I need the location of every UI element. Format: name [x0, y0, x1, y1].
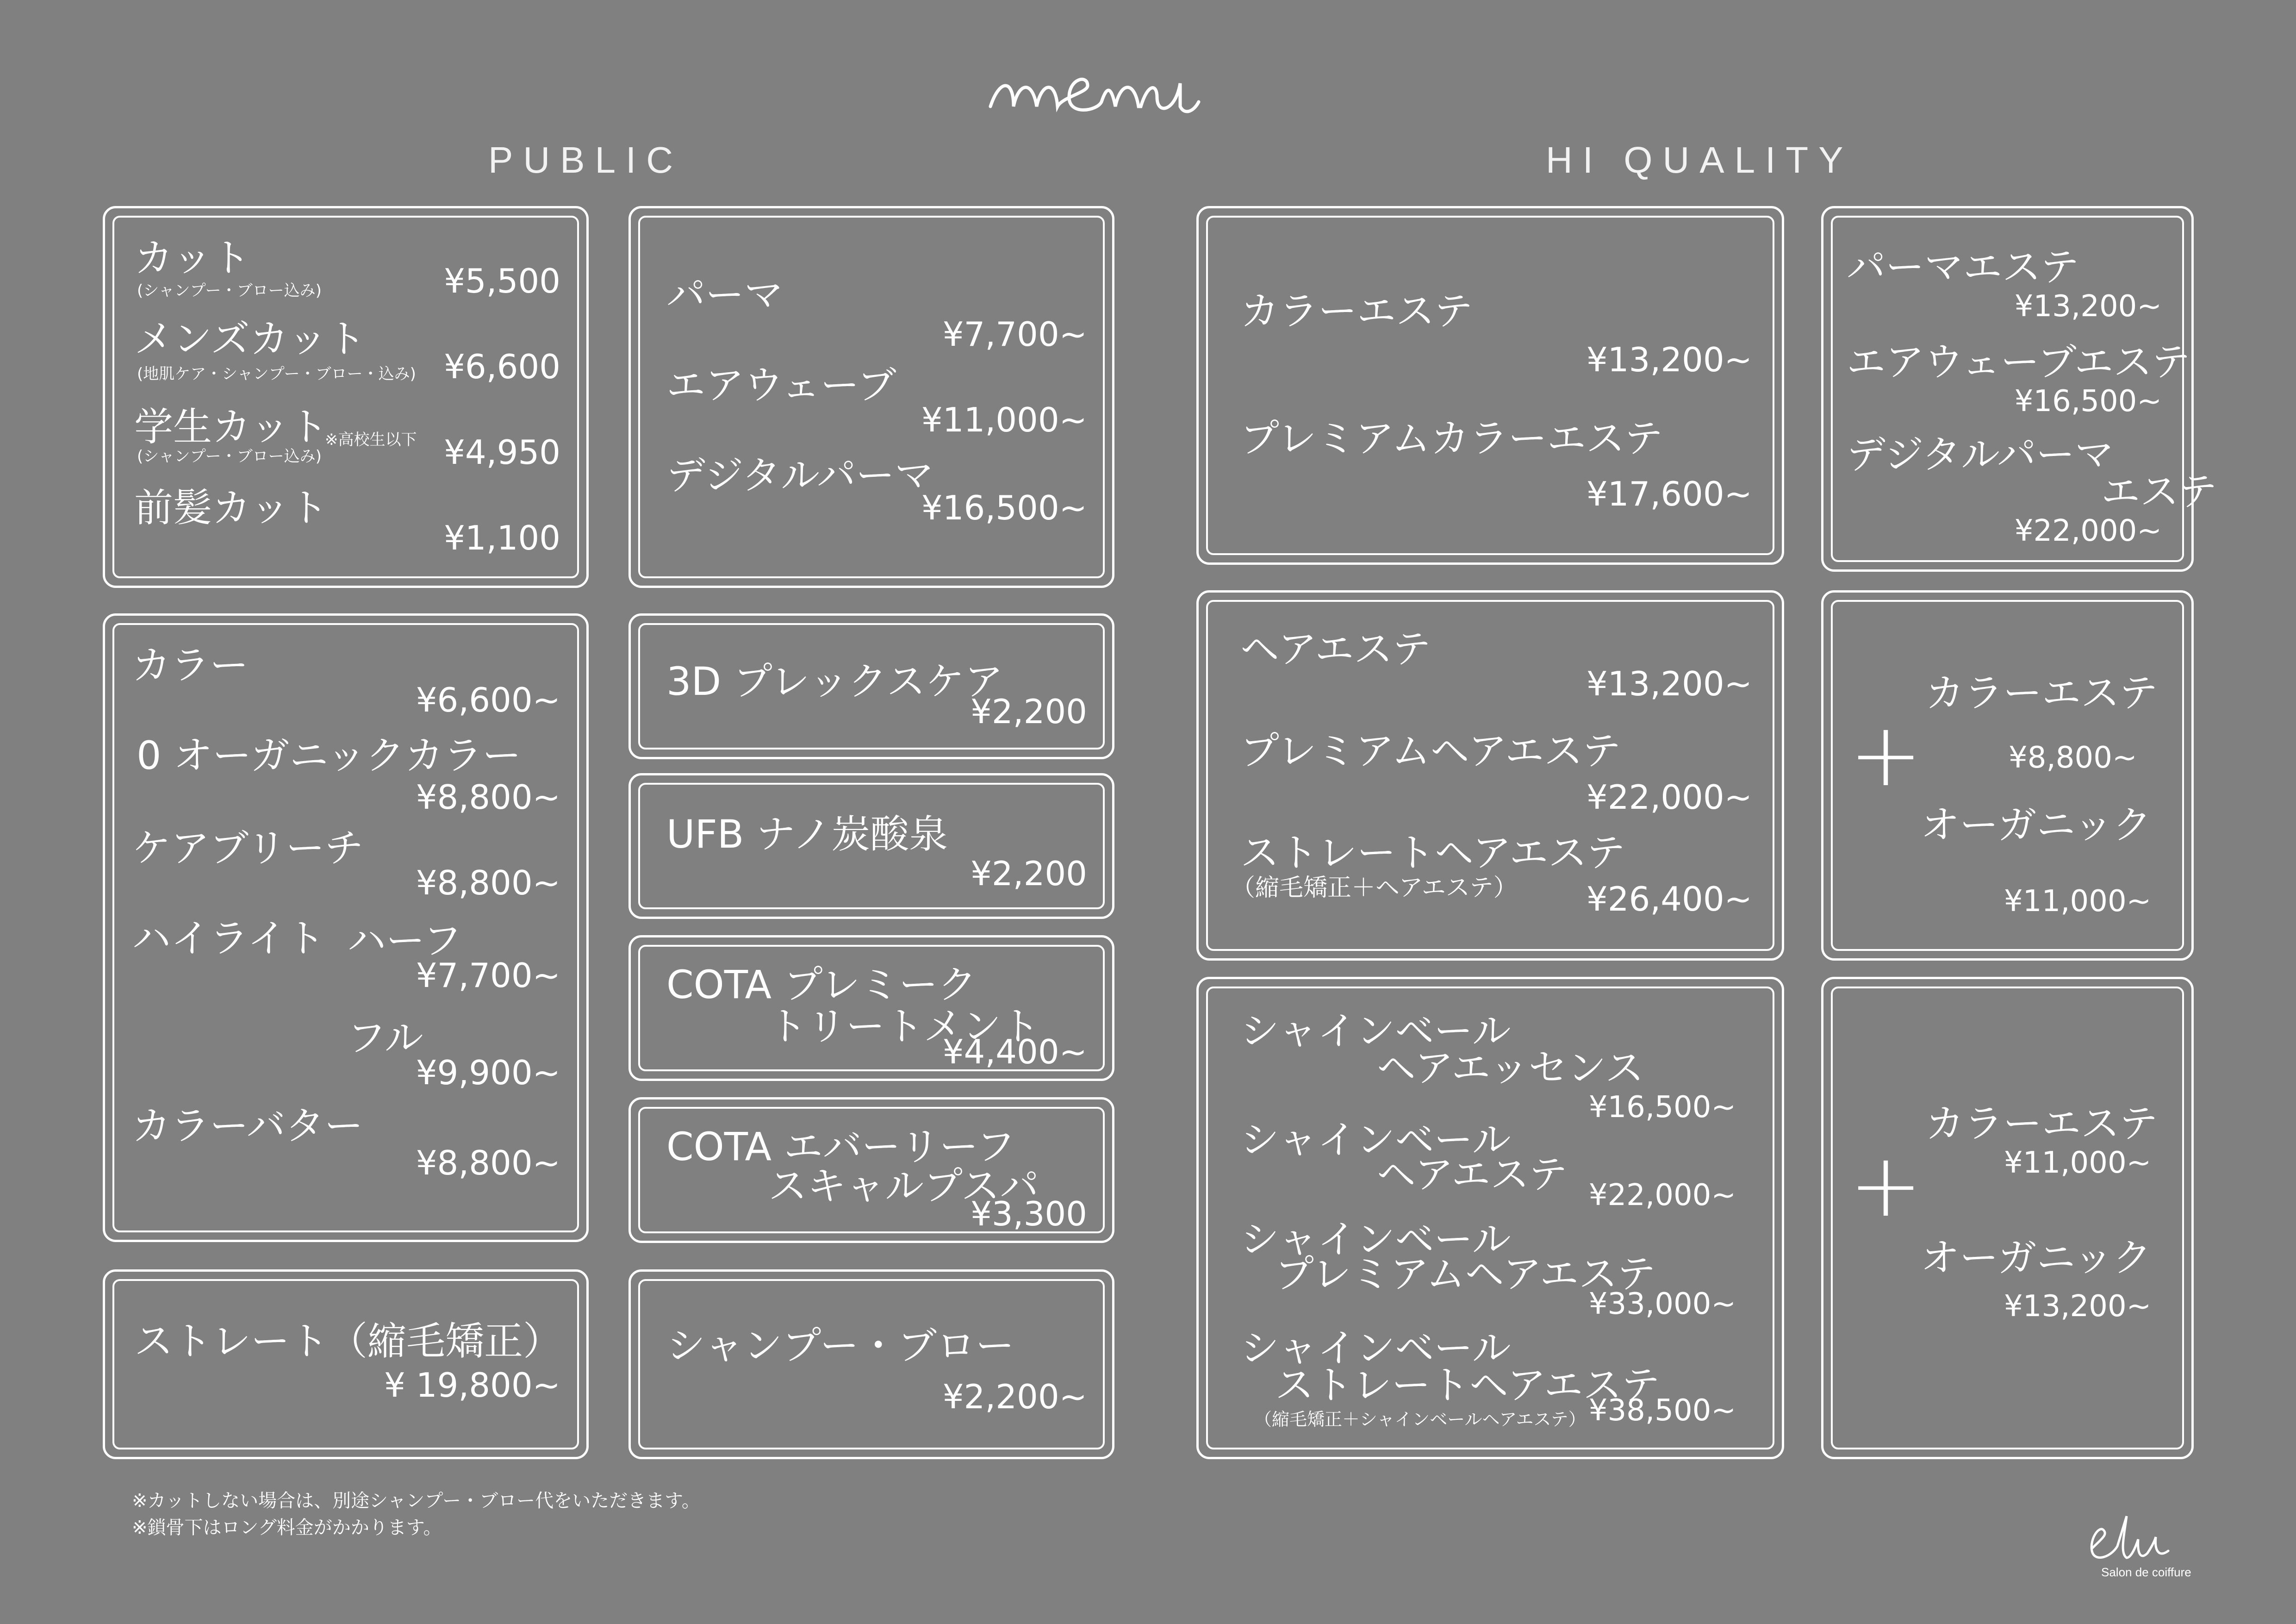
- perm-este-name: パーマエステ: [1847, 244, 2079, 290]
- airwave-este-name: エアウェーブエステ: [1847, 339, 2190, 385]
- student-cut-name: 学生カット: [134, 404, 329, 450]
- highlight-full-name: フル: [347, 1015, 423, 1061]
- perm-name: パーマ: [666, 272, 784, 318]
- addon-2-line1: カラーエステ: [1925, 1101, 2158, 1146]
- addon-2-line2: オーガニック: [1921, 1235, 2152, 1280]
- highlight-half-price: ¥7,700~: [416, 956, 560, 995]
- premium-color-este-name: プレミアムカラーエステ: [1240, 416, 1663, 461]
- plus-icon: +: [1849, 1134, 1923, 1237]
- cut-sub: (シャンプー・ブロー込み): [137, 281, 322, 300]
- shine-4-line1: シャインベール: [1240, 1325, 1511, 1371]
- premium-hair-este-name: プレミアムヘアエステ: [1240, 728, 1621, 774]
- perm-price: ¥7,700~: [942, 315, 1087, 354]
- bangs-cut-price: ¥1,100: [444, 518, 560, 557]
- mens-cut-name: メンズカット: [134, 316, 366, 362]
- shine-3-line1: シャインベール: [1240, 1217, 1511, 1262]
- shine-3-price: ¥33,000~: [1588, 1287, 1736, 1321]
- care-bleach-name: ケアブリーチ: [132, 825, 364, 871]
- shine-2-price: ¥22,000~: [1588, 1178, 1736, 1212]
- organic-color-name: 0 オーガニックカラー: [137, 733, 522, 778]
- color-price: ¥6,600~: [416, 681, 560, 719]
- addon-2-price2: ¥13,200~: [2004, 1289, 2152, 1324]
- care-1-price: ¥2,200: [971, 692, 1087, 731]
- care-2-price: ¥2,200: [971, 854, 1087, 893]
- care-4-price: ¥3,300: [971, 1194, 1087, 1233]
- mens-cut-sub: (地肌ケア・シャンプー・ブロー・込み): [137, 365, 416, 383]
- plus-icon: +: [1849, 704, 1923, 806]
- addon-1-price2: ¥11,000~: [2004, 884, 2152, 918]
- hair-este-price: ¥13,200~: [1586, 664, 1752, 703]
- highlight-full-price: ¥9,900~: [416, 1053, 560, 1092]
- cut-name: カット: [134, 235, 251, 281]
- color-butter-price: ¥8,800~: [416, 1143, 560, 1182]
- shine-2-line2: ヘアエステ: [1377, 1152, 1568, 1197]
- addon-1-price1: ¥8,800~: [2009, 741, 2137, 775]
- digital-perm-este-price: ¥22,000~: [2014, 514, 2162, 548]
- shampoo-price: ¥2,200~: [942, 1377, 1087, 1416]
- highlight-half-name: ハーフ: [347, 918, 462, 963]
- logo-subtext: Salon de coiffure: [2101, 1565, 2191, 1579]
- shine-1-line1: シャインベール: [1240, 1008, 1511, 1054]
- care-1-name: 3D プレックスケア: [666, 659, 1003, 704]
- addon-1-line1: カラーエステ: [1925, 670, 2158, 716]
- shine-1-price: ¥16,500~: [1588, 1090, 1736, 1124]
- care-3-name: COTA プレミーク: [666, 962, 977, 1007]
- care-2-name: UFB ナノ炭酸泉: [666, 812, 948, 857]
- digital-perm-este-name2: エステ: [2101, 469, 2217, 514]
- footnote-2: ※鎖骨下はロング料金がかかります。: [132, 1517, 442, 1538]
- perm-este-price: ¥13,200~: [2014, 289, 2162, 324]
- cut-price: ¥5,500: [444, 262, 560, 300]
- straight-name: ストレート（縮毛矯正）: [134, 1318, 562, 1364]
- care-4-sub: スキャルプスパ: [768, 1163, 1039, 1209]
- straight-price: ¥ 19,800~: [384, 1366, 560, 1405]
- airwave-este-price: ¥16,500~: [2014, 384, 2162, 418]
- footnote-1: ※カットしない場合は、別途シャンプー・ブロー代をいただきます。: [132, 1490, 700, 1512]
- airwave-name: エアウェーブ: [666, 362, 896, 408]
- student-cut-price: ¥4,950: [444, 433, 560, 472]
- straight-hair-este-sub: （縮毛矯正＋ヘアエステ）: [1231, 874, 1518, 902]
- highlight-name: ハイライト: [132, 916, 325, 961]
- airwave-price: ¥11,000~: [921, 400, 1087, 439]
- care-3-price: ¥4,400~: [942, 1032, 1087, 1071]
- shine-4-line2: ストレートヘアエステ: [1275, 1362, 1660, 1408]
- public-heading: PUBLIC: [488, 139, 683, 181]
- mens-cut-price: ¥6,600: [444, 347, 560, 386]
- premium-hair-este-price: ¥22,000~: [1586, 778, 1752, 817]
- straight-hair-este-name: ストレートヘアエステ: [1240, 830, 1625, 875]
- digital-perm-price: ¥16,500~: [921, 488, 1087, 527]
- color-name: カラー: [132, 643, 249, 688]
- shampoo-name: シャンプー・ブロー: [666, 1323, 1014, 1368]
- hair-este-name: ヘアエステ: [1240, 626, 1431, 672]
- color-este-name: カラーエステ: [1240, 288, 1473, 334]
- student-cut-note: ※高校生以下: [325, 431, 417, 449]
- addon-1-line2: オーガニック: [1921, 802, 2152, 848]
- shine-4-sub: （縮毛矯正＋シャインベールヘアエステ）: [1254, 1409, 1586, 1430]
- color-este-price: ¥13,200~: [1586, 340, 1752, 379]
- care-3-sub: トリートメント: [768, 1004, 1040, 1049]
- digital-perm-este-name1: デジタルパーマ: [1847, 432, 2114, 477]
- color-butter-name: カラーバター: [132, 1103, 363, 1149]
- organic-color-price: ¥8,800~: [416, 778, 560, 817]
- care-4-name: COTA エバーリーフ: [666, 1124, 1015, 1169]
- title-text: menu: [1213, 134, 1214, 135]
- addon-2-price1: ¥11,000~: [2004, 1146, 2152, 1180]
- shine-1-line2: ヘアエッセンス: [1377, 1045, 1644, 1091]
- menu-title-logo: [981, 42, 1314, 144]
- digital-perm-name: デジタルパーマ: [666, 453, 934, 498]
- salon-logo: [2083, 1507, 2203, 1586]
- bangs-cut-name: 前髪カット: [134, 485, 329, 531]
- straight-hair-este-price: ¥26,400~: [1586, 880, 1752, 918]
- premium-color-este-price: ¥17,600~: [1586, 475, 1752, 513]
- student-cut-sub: (シャンプー・ブロー込み): [137, 447, 322, 466]
- shine-4-price: ¥38,500~: [1588, 1393, 1736, 1428]
- care-bleach-price: ¥8,800~: [416, 863, 560, 902]
- shine-2-line1: シャインベール: [1240, 1117, 1511, 1162]
- hiquality-heading: HI QUALITY: [1546, 139, 1854, 181]
- shine-3-line2: プレミアムヘアエステ: [1275, 1251, 1656, 1297]
